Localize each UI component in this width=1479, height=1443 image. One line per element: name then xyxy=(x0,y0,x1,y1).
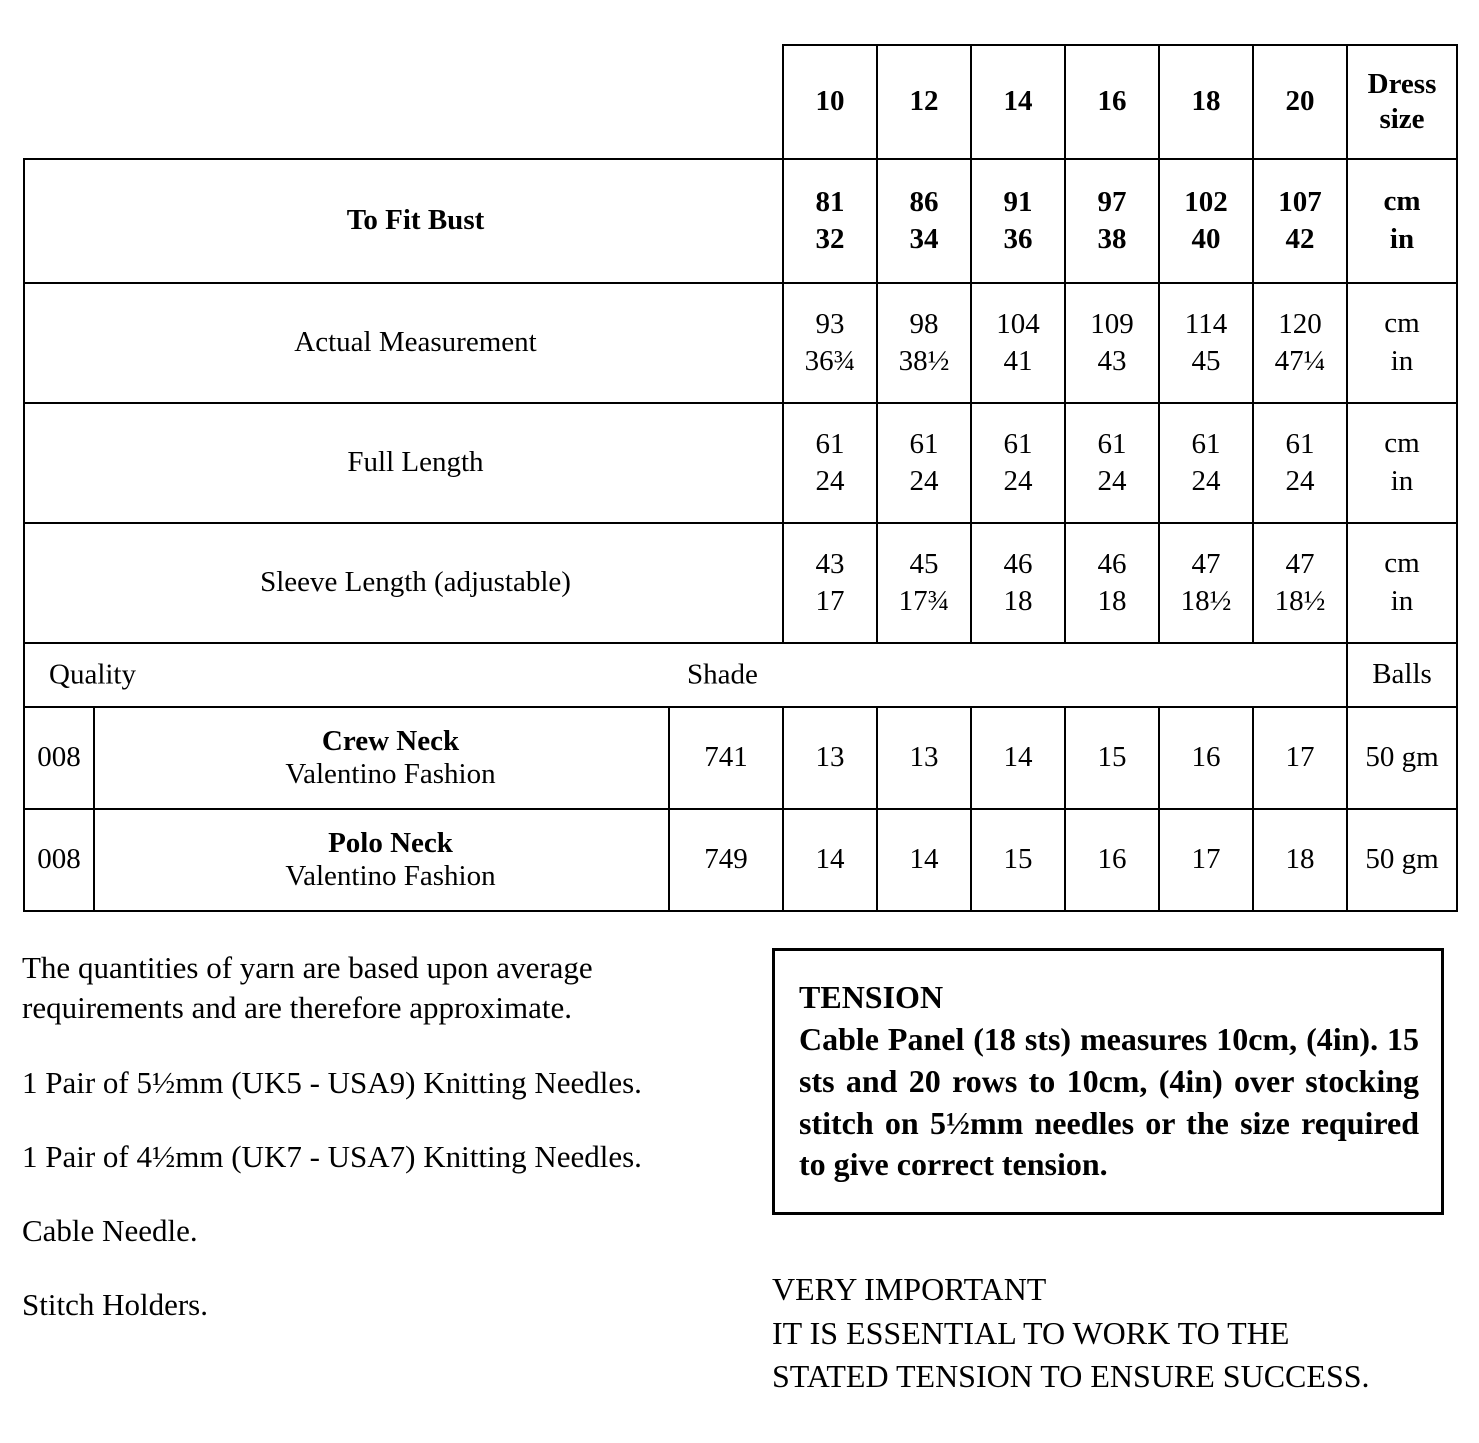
note-needles-4half: 1 Pair of 4½mm (UK7 - USA7) Knitting Needles. xyxy=(22,1138,642,1174)
cell-actual-measurement-10 xyxy=(783,283,877,403)
cell-actual-measurement-16 xyxy=(1065,283,1159,403)
cell-actual-measurement-12 xyxy=(877,283,971,403)
quality-label: Quality xyxy=(49,658,136,691)
cell-sleeve-length-20 xyxy=(1253,523,1347,643)
size-chart-table xyxy=(23,44,1450,912)
value-in: 18 xyxy=(1003,585,1033,617)
note-stitch-holders: Stitch Holders. xyxy=(22,1287,208,1323)
cell-sleeve-length-10 xyxy=(783,523,877,643)
cell-actual-measurement-18 xyxy=(1159,283,1253,403)
cell-sleeve-length-12 xyxy=(877,523,971,643)
value-cm: 114 xyxy=(1184,307,1228,340)
balls-polo-neck-14: 15 xyxy=(971,809,1065,911)
yarn-code-crew-neck: 008 xyxy=(24,707,94,809)
balls-crew-neck-18: 16 xyxy=(1159,707,1253,809)
value-cm: 109 xyxy=(1090,307,1134,340)
table-header-row xyxy=(24,45,1457,159)
value-cm: 61 xyxy=(1097,427,1127,460)
table-row xyxy=(24,403,1457,523)
unit-in: in xyxy=(1389,223,1415,255)
balls-crew-neck-20: 17 xyxy=(1253,707,1347,809)
cell-units-actual-measurement xyxy=(1347,283,1457,403)
cell-to-fit-bust-20 xyxy=(1253,159,1347,283)
note-needles-5half: 1 Pair of 5½mm (UK5 - USA9) Knitting Needles. xyxy=(22,1064,642,1100)
balls-polo-neck-16: 16 xyxy=(1065,809,1159,911)
cell-to-fit-bust-10 xyxy=(783,159,877,283)
value-in: 24 xyxy=(1191,465,1221,497)
value-in: 34 xyxy=(909,223,939,255)
shade-value-crew-neck: 741 xyxy=(669,707,783,809)
row-label-to-fit-bust: To Fit Bust xyxy=(24,159,783,283)
value-cm: 104 xyxy=(996,307,1040,340)
tension-box xyxy=(772,948,1444,1215)
balls-crew-neck-14: 14 xyxy=(971,707,1065,809)
very-important-line-3: STATED TENSION TO ENSURE SUCCESS. xyxy=(772,1358,1370,1395)
value-cm: 61 xyxy=(1191,427,1221,460)
balls-polo-neck-10: 14 xyxy=(783,809,877,911)
cell-units-to-fit-bust xyxy=(1347,159,1457,283)
unit-in: in xyxy=(1390,345,1414,377)
value-in: 18½ xyxy=(1274,585,1326,617)
value-in: 18 xyxy=(1097,585,1127,617)
header-size-20: 20 xyxy=(1253,45,1347,159)
value-in: 32 xyxy=(815,223,845,255)
cell-full-length-10 xyxy=(783,403,877,523)
value-in: 18½ xyxy=(1180,585,1232,617)
value-in: 45 xyxy=(1191,345,1221,377)
value-in: 43 xyxy=(1097,345,1127,377)
value-cm: 43 xyxy=(815,547,845,580)
cell-sleeve-length-14 xyxy=(971,523,1065,643)
yarn-description-crew-neck xyxy=(94,707,669,809)
dress-size-line-1: Dress xyxy=(1367,67,1437,100)
note-cable-needle: Cable Needle. xyxy=(22,1213,198,1249)
cell-full-length-16 xyxy=(1065,403,1159,523)
value-in: 24 xyxy=(909,465,939,497)
value-cm: 61 xyxy=(815,427,845,460)
cell-full-length-18 xyxy=(1159,403,1253,523)
yarn-brand-name: Valentino Fashion xyxy=(285,758,496,790)
cell-actual-measurement-20 xyxy=(1253,283,1347,403)
value-in: 24 xyxy=(815,465,845,497)
very-important-notice xyxy=(772,1268,1462,1399)
value-cm: 98 xyxy=(909,307,939,340)
value-cm: 102 xyxy=(1184,185,1228,218)
cell-full-length-14 xyxy=(971,403,1065,523)
cell-to-fit-bust-16 xyxy=(1065,159,1159,283)
value-in: 36¾ xyxy=(804,345,856,377)
value-cm: 46 xyxy=(1003,547,1033,580)
header-dress-size xyxy=(1347,45,1457,159)
table-row xyxy=(24,707,1457,809)
yarn-description-polo-neck xyxy=(94,809,669,911)
cell-sleeve-length-16 xyxy=(1065,523,1159,643)
unit-cm: cm xyxy=(1384,427,1420,460)
balls-crew-neck-16: 15 xyxy=(1065,707,1159,809)
value-cm: 45 xyxy=(909,547,939,580)
ball-weight-polo-neck: 50 gm xyxy=(1347,809,1457,911)
header-size-12: 12 xyxy=(877,45,971,159)
value-in: 17 xyxy=(815,585,845,617)
value-in: 41 xyxy=(1003,345,1033,377)
note-quantities: The quantities of yarn are based upon average requirements and are therefore approximate. xyxy=(22,950,593,1026)
value-cm: 47 xyxy=(1285,547,1315,580)
table-row xyxy=(24,159,1457,283)
cell-full-length-20 xyxy=(1253,403,1347,523)
value-cm: 47 xyxy=(1191,547,1221,580)
cell-to-fit-bust-18 xyxy=(1159,159,1253,283)
balls-polo-neck-12: 14 xyxy=(877,809,971,911)
value-cm: 97 xyxy=(1097,185,1127,218)
unit-cm: cm xyxy=(1384,307,1420,340)
value-in: 38½ xyxy=(898,345,950,377)
value-in: 38 xyxy=(1097,223,1127,255)
value-cm: 61 xyxy=(909,427,939,460)
value-in: 47¼ xyxy=(1274,345,1326,377)
yarn-style-name: Polo Neck xyxy=(328,826,453,859)
cell-units-full-length xyxy=(1347,403,1457,523)
table-row xyxy=(24,809,1457,911)
balls-crew-neck-12: 13 xyxy=(877,707,971,809)
value-in: 36 xyxy=(1003,223,1033,255)
value-in: 24 xyxy=(1285,465,1315,497)
value-cm: 91 xyxy=(1003,185,1033,218)
value-in: 42 xyxy=(1285,223,1315,255)
unit-cm: cm xyxy=(1384,547,1420,580)
value-cm: 93 xyxy=(815,307,845,340)
cell-actual-measurement-14 xyxy=(971,283,1065,403)
value-in: 24 xyxy=(1097,465,1127,497)
cell-to-fit-bust-12 xyxy=(877,159,971,283)
cell-sleeve-length-18 xyxy=(1159,523,1253,643)
quality-shade-band-row xyxy=(24,643,1457,707)
dress-size-line-2: size xyxy=(1379,103,1425,135)
value-cm: 61 xyxy=(1003,427,1033,460)
row-label-actual-measurement: Actual Measurement xyxy=(24,283,783,403)
unit-in: in xyxy=(1390,585,1414,617)
header-size-18: 18 xyxy=(1159,45,1253,159)
materials-notes xyxy=(22,948,722,1326)
header-size-10: 10 xyxy=(783,45,877,159)
yarn-style-name: Crew Neck xyxy=(321,724,460,757)
shade-label: Shade xyxy=(687,658,758,691)
cell-units-sleeve-length xyxy=(1347,523,1457,643)
header-spacer-2 xyxy=(94,45,669,159)
shade-value-polo-neck: 749 xyxy=(669,809,783,911)
very-important-line-1: VERY IMPORTANT xyxy=(772,1271,1047,1307)
header-spacer xyxy=(24,45,94,159)
value-cm: 120 xyxy=(1278,307,1322,340)
balls-crew-neck-10: 13 xyxy=(783,707,877,809)
unit-cm: cm xyxy=(1383,185,1421,218)
value-cm: 46 xyxy=(1097,547,1127,580)
table-row xyxy=(24,283,1457,403)
ball-weight-crew-neck: 50 gm xyxy=(1347,707,1457,809)
value-in: 24 xyxy=(1003,465,1033,497)
table-row xyxy=(24,523,1457,643)
header-size-16: 16 xyxy=(1065,45,1159,159)
value-in: 17¾ xyxy=(898,585,950,617)
quality-shade-band xyxy=(24,643,1347,707)
yarn-brand-name: Valentino Fashion xyxy=(285,860,496,892)
header-size-14: 14 xyxy=(971,45,1065,159)
tension-title: TENSION xyxy=(799,979,944,1015)
row-label-sleeve-length: Sleeve Length (adjustable) xyxy=(24,523,783,643)
cell-to-fit-bust-14 xyxy=(971,159,1065,283)
yarn-code-polo-neck: 008 xyxy=(24,809,94,911)
header-spacer-3 xyxy=(669,45,783,159)
balls-polo-neck-18: 17 xyxy=(1159,809,1253,911)
value-cm: 107 xyxy=(1278,185,1322,218)
value-cm: 81 xyxy=(815,185,845,218)
tension-body: Cable Panel (18 sts) measures 10cm, (4in). 15 sts and 20 rows to 10cm, (4in) over stocking stitch on 5½mm needles or the size required to give correct tension. xyxy=(799,1021,1419,1183)
unit-in: in xyxy=(1390,465,1414,497)
very-important-line-2: IT IS ESSENTIAL TO WORK TO THE xyxy=(772,1314,1290,1351)
cell-full-length-12 xyxy=(877,403,971,523)
value-cm: 86 xyxy=(909,185,939,218)
measurements-grid xyxy=(23,44,1458,912)
balls-polo-neck-20: 18 xyxy=(1253,809,1347,911)
balls-label: Balls xyxy=(1347,643,1457,707)
value-cm: 61 xyxy=(1285,427,1315,460)
row-label-full-length: Full Length xyxy=(24,403,783,523)
value-in: 40 xyxy=(1191,223,1221,255)
